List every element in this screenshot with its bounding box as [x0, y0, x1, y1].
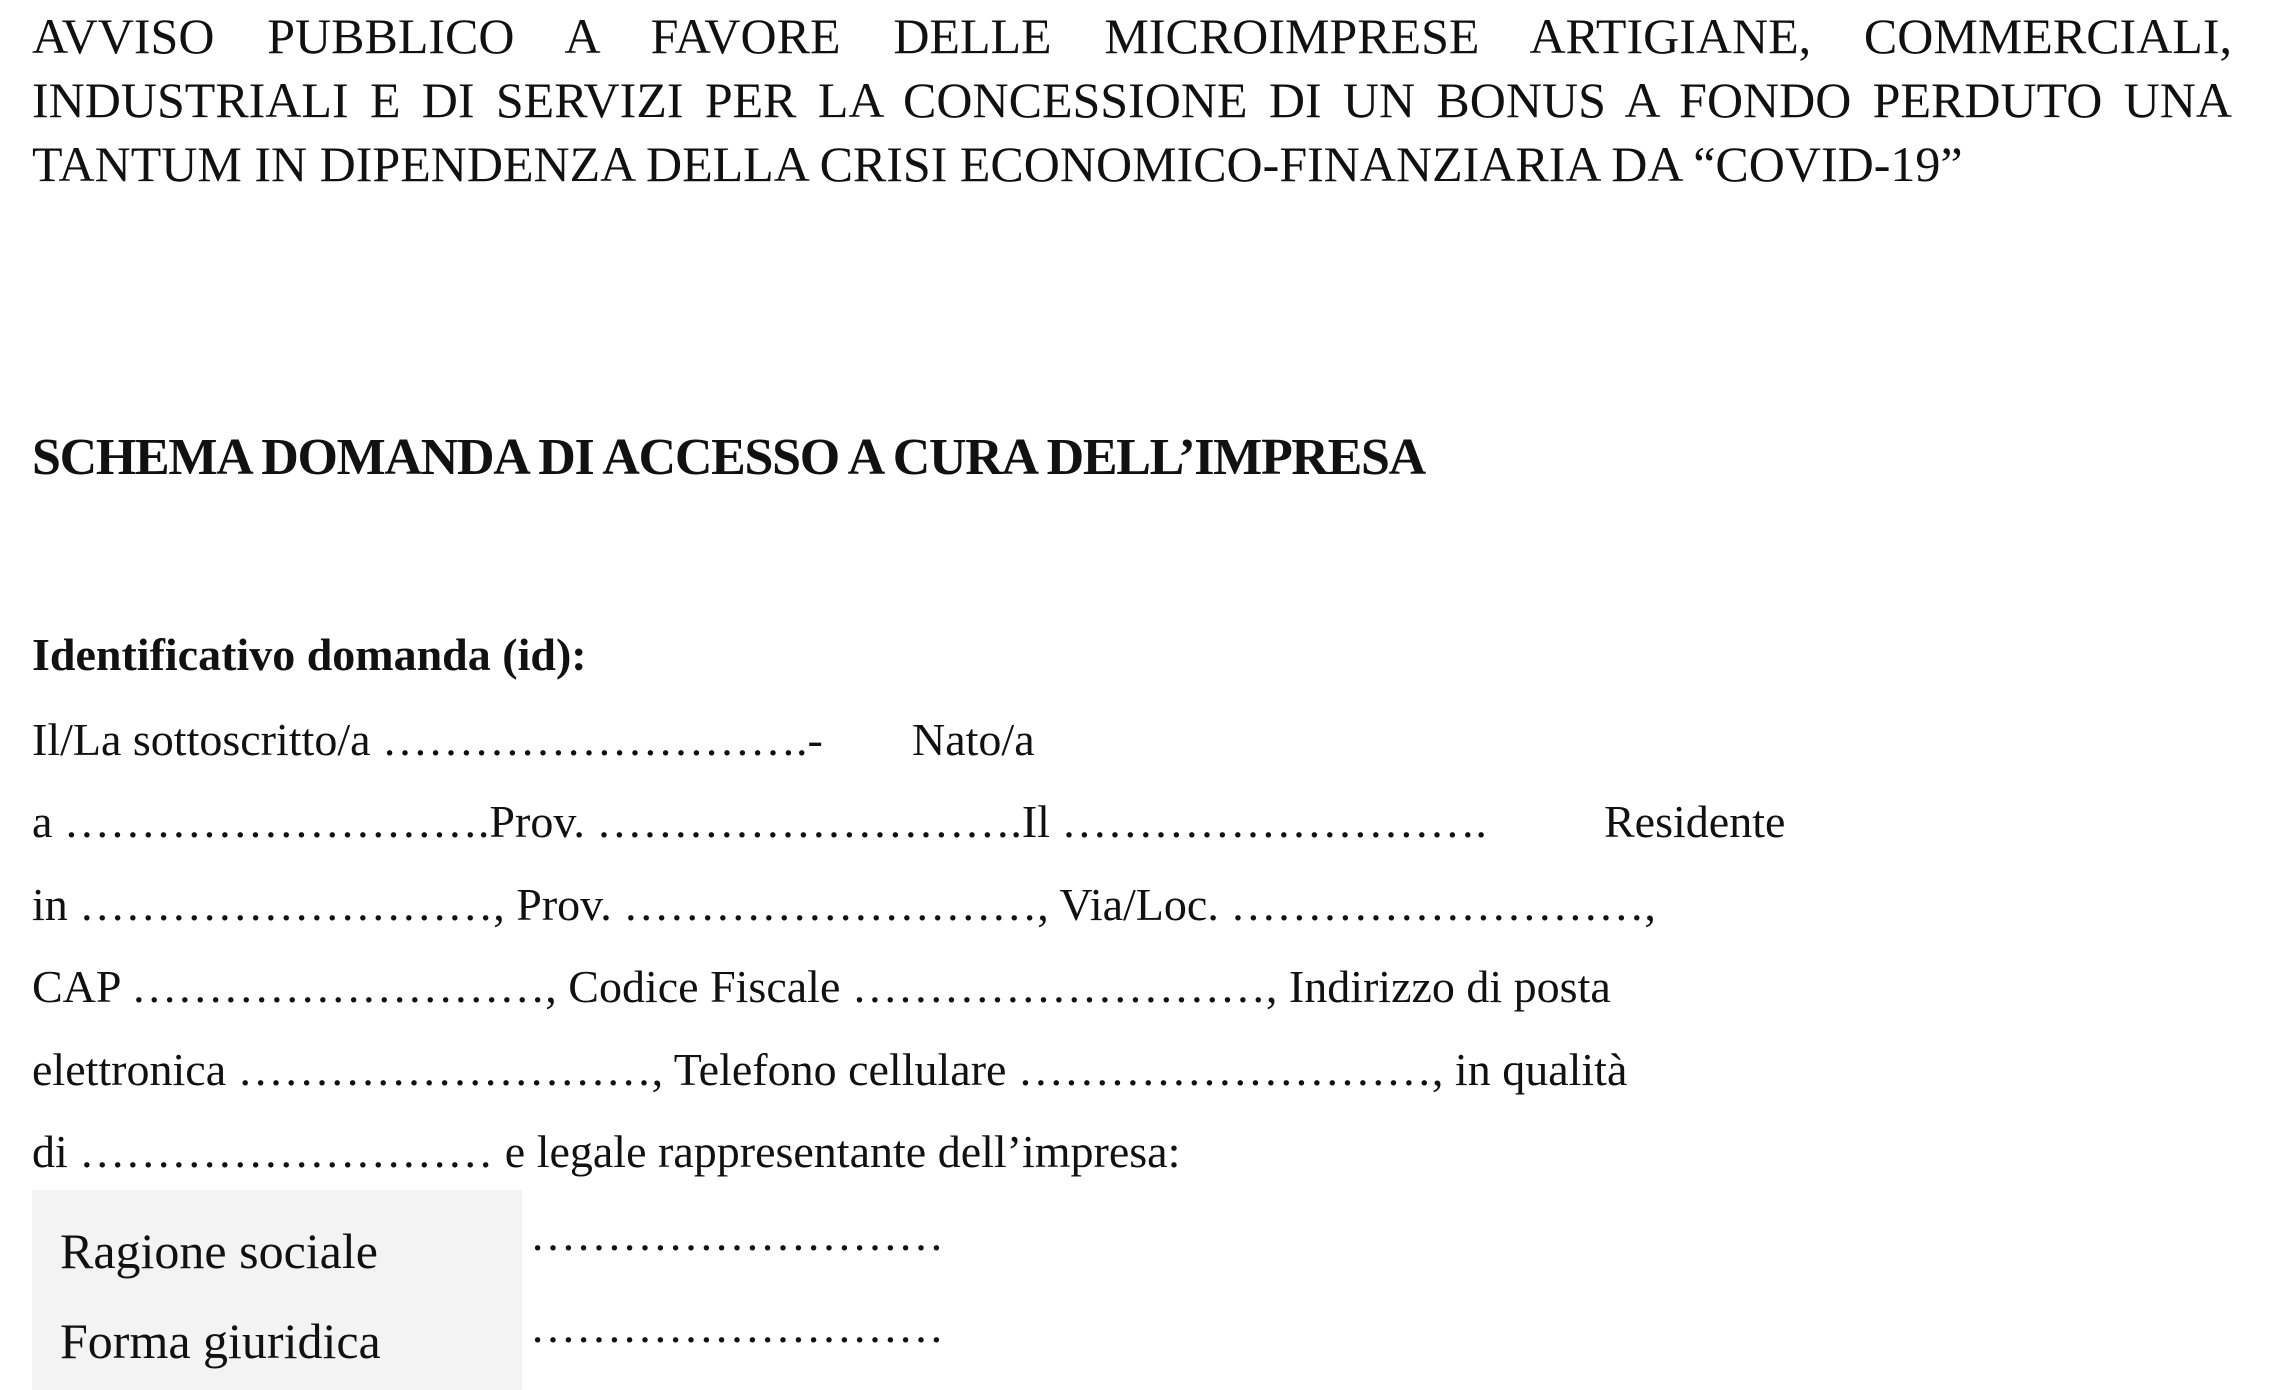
- cap-field[interactable]: CAP ………………………, Codice Fiscale ………………………, Indirizzo di posta: [32, 961, 1611, 1012]
- role-field[interactable]: di ……………………… e legale rappresentante dell’impresa:: [32, 1126, 1181, 1177]
- legal-form-label: Forma giuridica: [60, 1313, 381, 1369]
- company-name-field[interactable]: ………………………: [530, 1209, 944, 1260]
- section-heading: SCHEMA DOMANDA DI ACCESSO A CURA DELL’IMPRESA: [32, 429, 1425, 486]
- email-field[interactable]: elettronica ………………………, Telefono cellulare ………………………, in qualità: [32, 1044, 1628, 1095]
- document-title: AVVISO PUBBLICO A FAVORE DELLE MICROIMPRESE ARTIGIANE, COMMERCIALI, INDUSTRIALI E DI SERVIZI PER LA CONCESSIONE DI UN BONUS A FONDO PERDUTO UNA TANTUM IN DIPENDENZA DELLA CRISI ECONOMICO-FINANZIARIA DA “COVID-19”: [32, 8, 2232, 192]
- application-id-label: Identificativo domanda (id):: [32, 629, 587, 680]
- birthplace-field[interactable]: a ……………………….Prov. ……………………….Il ……………………….: [32, 796, 1487, 847]
- signatory-field[interactable]: Il/La sottoscritto/a ……………………….-: [32, 714, 823, 765]
- company-name-label: Ragione sociale: [60, 1223, 378, 1279]
- residence-label: Residente: [1604, 796, 1786, 847]
- legal-form-field[interactable]: ………………………: [530, 1301, 944, 1352]
- birth-label: Nato/a: [912, 714, 1035, 765]
- residence-field[interactable]: in ………………………, Prov. ………………………, Via/Loc. ………………………,: [32, 879, 1656, 930]
